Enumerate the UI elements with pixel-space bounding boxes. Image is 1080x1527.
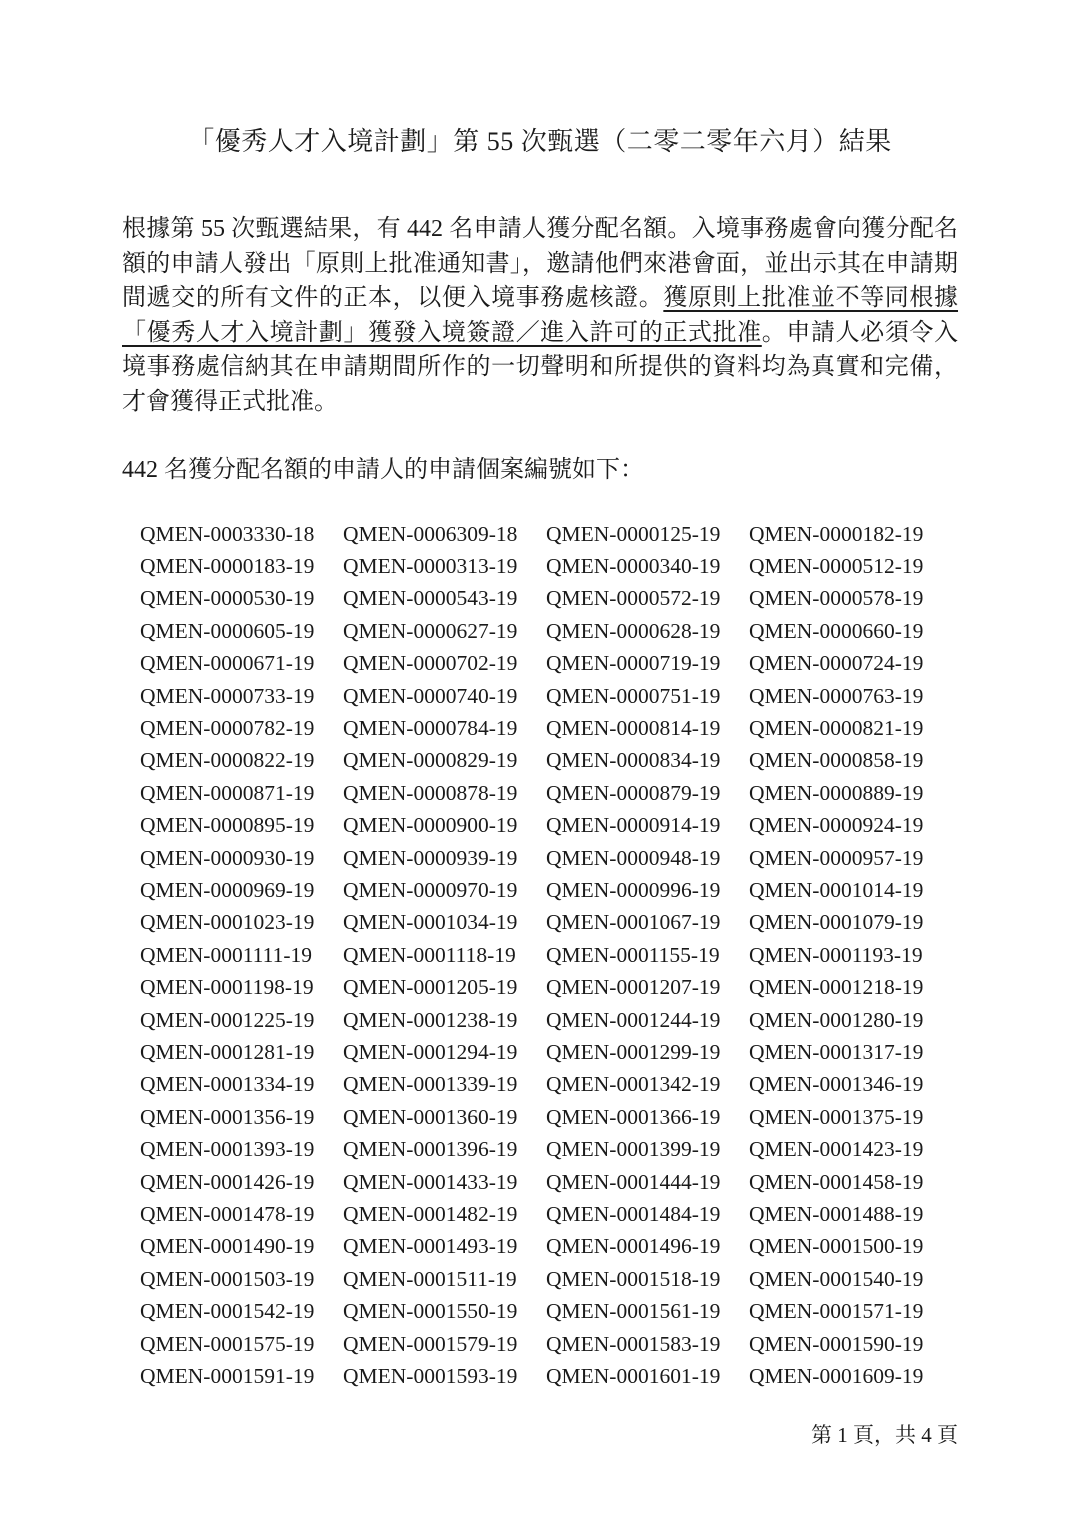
case-number: QMEN-0000895-19 — [140, 813, 315, 838]
case-number: QMEN-0001496-19 — [546, 1234, 721, 1259]
case-number: QMEN-0006309-18 — [343, 521, 518, 546]
case-number: QMEN-0000733-19 — [140, 683, 315, 708]
case-number: QMEN-0000182-19 — [749, 521, 924, 546]
case-number: QMEN-0001458-19 — [749, 1169, 924, 1194]
case-number: QMEN-0001601-19 — [546, 1364, 721, 1389]
case-number: QMEN-0001346-19 — [749, 1072, 924, 1097]
case-number: QMEN-0001023-19 — [140, 910, 315, 935]
case-number: QMEN-0000782-19 — [140, 715, 315, 740]
case-number: QMEN-0001205-19 — [343, 975, 518, 1000]
case-number: QMEN-0001014-19 — [749, 877, 924, 902]
case-number: QMEN-0000957-19 — [749, 845, 924, 870]
case-number: QMEN-0000763-19 — [749, 683, 924, 708]
case-number: QMEN-0001294-19 — [343, 1040, 518, 1064]
case-number: QMEN-0001500-19 — [749, 1234, 924, 1259]
case-number: QMEN-0001342-19 — [546, 1072, 721, 1097]
case-number: QMEN-0001433-19 — [343, 1169, 518, 1194]
page-number-footer: 第 1 頁，共 4 頁 — [811, 1423, 958, 1447]
case-number: QMEN-0001488-19 — [749, 1202, 924, 1227]
case-number: QMEN-0001356-19 — [140, 1104, 315, 1129]
case-number: QMEN-0000969-19 — [140, 877, 315, 902]
case-number: QMEN-0001478-19 — [140, 1202, 315, 1227]
body-paragraph — [122, 212, 958, 419]
case-number: QMEN-0001193-19 — [749, 942, 923, 967]
case-number: QMEN-0000834-19 — [546, 748, 721, 773]
paragraph-text-after-underline: 。申請人必須令入境事務處信納其在申請期間所作的一切聲明和所提供的資料均為真實和完備，才會獲得正式批准。 — [122, 319, 959, 415]
case-number: QMEN-0000340-19 — [546, 553, 721, 578]
case-number: QMEN-0000821-19 — [749, 715, 924, 740]
case-number: QMEN-0001244-19 — [546, 1007, 721, 1032]
case-number: QMEN-0001493-19 — [343, 1234, 518, 1259]
case-number: QMEN-0001299-19 — [546, 1040, 721, 1064]
case-number: QMEN-0001482-19 — [343, 1202, 518, 1227]
case-number: QMEN-0000719-19 — [546, 651, 721, 676]
case-number: QMEN-0000543-19 — [343, 586, 518, 611]
case-number: QMEN-0001393-19 — [140, 1137, 315, 1162]
case-number: QMEN-0003330-18 — [140, 521, 315, 546]
case-number: QMEN-0000724-19 — [749, 651, 924, 676]
case-number: QMEN-0001155-19 — [546, 942, 720, 967]
case-number: QMEN-0000814-19 — [546, 715, 721, 740]
case-number: QMEN-0000939-19 — [343, 845, 518, 870]
case-number: QMEN-0001583-19 — [546, 1331, 721, 1356]
case-number: QMEN-0000671-19 — [140, 651, 315, 676]
case-number-grid — [140, 518, 952, 1393]
case-number: QMEN-0000878-19 — [343, 780, 518, 805]
case-number: QMEN-0001503-19 — [140, 1266, 315, 1291]
case-number: QMEN-0001540-19 — [749, 1266, 924, 1291]
case-number: QMEN-0001609-19 — [749, 1364, 924, 1389]
case-number: QMEN-0001034-19 — [343, 910, 518, 935]
case-number: QMEN-0001079-19 — [749, 910, 924, 935]
case-number: QMEN-0001484-19 — [546, 1202, 721, 1227]
paragraph-underlined-text: 獲原則上批准並不等同根據「優秀人才入境計劃」獲發入境簽證／進入許可的正式批准 — [122, 285, 959, 346]
case-number: QMEN-0001399-19 — [546, 1137, 721, 1162]
case-number: QMEN-0000879-19 — [546, 780, 721, 805]
case-number: QMEN-0000948-19 — [546, 845, 721, 870]
case-number: QMEN-0001111-19 — [140, 942, 312, 967]
case-number: QMEN-0001593-19 — [343, 1364, 518, 1389]
case-number: QMEN-0000829-19 — [343, 748, 518, 773]
case-number: QMEN-0000512-19 — [749, 553, 924, 578]
case-number: QMEN-0000996-19 — [546, 877, 721, 902]
case-number: QMEN-0000530-19 — [140, 586, 315, 611]
case-number: QMEN-0001444-19 — [546, 1169, 721, 1194]
case-number: QMEN-0000578-19 — [749, 586, 924, 611]
case-number: QMEN-0001225-19 — [140, 1007, 315, 1032]
case-number: QMEN-0000924-19 — [749, 813, 924, 838]
case-number: QMEN-0001366-19 — [546, 1104, 721, 1129]
case-number: QMEN-0000751-19 — [546, 683, 721, 708]
case-number: QMEN-0001561-19 — [546, 1299, 721, 1324]
case-number: QMEN-0000914-19 — [546, 813, 721, 838]
case-number: QMEN-0001198-19 — [140, 975, 314, 1000]
case-number: QMEN-0001280-19 — [749, 1007, 924, 1032]
case-number: QMEN-0000822-19 — [140, 748, 315, 773]
paragraph-text-before-underline: 根據第 55 次甄選結果，有 442 名申請人獲分配名額。入境事務處會向獲分配名額的申請人發出「原則上批准通知書」，邀請他們來港會面，並出示其在申請期間遞交的所有文件的正本，以便入境事務處核證。 — [122, 216, 958, 311]
case-number: QMEN-0000784-19 — [343, 715, 518, 740]
case-number: QMEN-0001360-19 — [343, 1104, 518, 1129]
case-number: QMEN-0000930-19 — [140, 845, 315, 870]
case-number: QMEN-0001575-19 — [140, 1331, 315, 1356]
case-number: QMEN-0001579-19 — [343, 1331, 518, 1356]
case-number: QMEN-0001339-19 — [343, 1072, 518, 1097]
case-number: QMEN-0000183-19 — [140, 553, 315, 578]
case-number: QMEN-0000313-19 — [343, 553, 518, 578]
case-number: QMEN-0001067-19 — [546, 910, 721, 935]
case-number: QMEN-0000572-19 — [546, 586, 721, 611]
case-number: QMEN-0001207-19 — [546, 975, 721, 1000]
case-number: QMEN-0000740-19 — [343, 683, 518, 708]
case-number: QMEN-0001550-19 — [343, 1299, 518, 1324]
case-number: QMEN-0001238-19 — [343, 1007, 518, 1032]
case-number: QMEN-0001334-19 — [140, 1072, 315, 1097]
case-number: QMEN-0001426-19 — [140, 1169, 315, 1194]
case-number: QMEN-0001396-19 — [343, 1137, 518, 1162]
case-list-intro: 442 名獲分配名額的申請人的申請個案編號如下： — [122, 457, 644, 483]
case-number: QMEN-0001518-19 — [546, 1266, 721, 1291]
case-number: QMEN-0001281-19 — [140, 1040, 315, 1064]
case-number: QMEN-0000970-19 — [343, 877, 518, 902]
case-number: QMEN-0000660-19 — [749, 618, 924, 643]
case-number: QMEN-0000628-19 — [546, 618, 721, 643]
case-number: QMEN-0000889-19 — [749, 780, 924, 805]
case-number: QMEN-0001571-19 — [749, 1299, 924, 1324]
case-number: QMEN-0000900-19 — [343, 813, 518, 838]
case-number: QMEN-0001511-19 — [343, 1266, 517, 1291]
case-number: QMEN-0000871-19 — [140, 780, 315, 805]
case-number: QMEN-0001591-19 — [140, 1364, 315, 1389]
case-number: QMEN-0001317-19 — [749, 1040, 924, 1064]
case-number: QMEN-0001218-19 — [749, 975, 924, 1000]
case-number: QMEN-0000702-19 — [343, 651, 518, 676]
case-number: QMEN-0000125-19 — [546, 521, 721, 546]
case-number: QMEN-0000858-19 — [749, 748, 924, 773]
case-number: QMEN-0000605-19 — [140, 618, 315, 643]
page-title: 「優秀人才入境計劃」第 55 次甄選（二零二零年六月）結果 — [188, 127, 892, 156]
case-number: QMEN-0001590-19 — [749, 1331, 924, 1356]
case-number: QMEN-0001375-19 — [749, 1104, 924, 1129]
case-number: QMEN-0001490-19 — [140, 1234, 315, 1259]
case-number: QMEN-0000627-19 — [343, 618, 518, 643]
case-number: QMEN-0001542-19 — [140, 1299, 315, 1324]
case-number: QMEN-0001423-19 — [749, 1137, 924, 1162]
case-number: QMEN-0001118-19 — [343, 942, 516, 967]
